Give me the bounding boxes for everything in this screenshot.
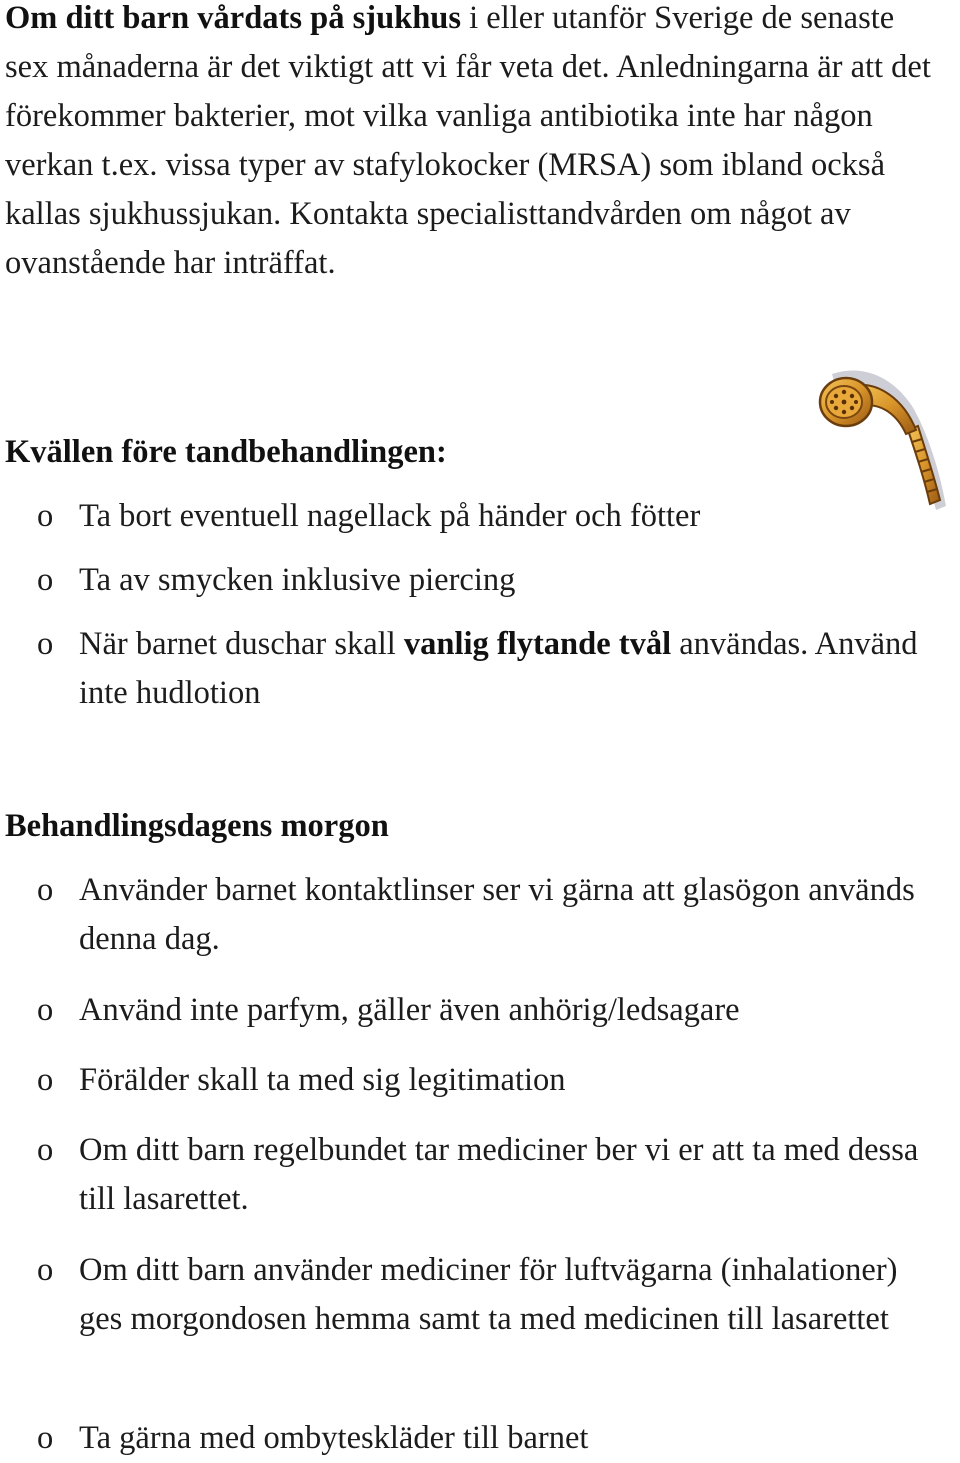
list-item-text: Använd inte parfym, gäller även anhörig/ledsagare (79, 992, 740, 1028)
intro-paragraph (5, 0, 945, 288)
bullet: o (37, 1062, 54, 1098)
list-item-text: Om ditt barn regelbundet tar mediciner ber vi er att ta med dessa till lasarettet. (79, 1132, 919, 1217)
list-item-text-end: användas. Använd inte hudlotion (79, 626, 918, 711)
list-item-text: Ta av smycken inklusive piercing (79, 562, 516, 598)
list-item (37, 1246, 947, 1344)
bullet: o (37, 1252, 54, 1288)
bullet: o (37, 498, 54, 534)
intro-bold: Om ditt barn vårdats på sjukhus (5, 0, 462, 36)
list-item (37, 866, 947, 964)
list-item (37, 492, 947, 541)
bullet: o (37, 562, 54, 598)
list-item (37, 1056, 947, 1105)
list-item-text: Använder barnet kontaktlinser ser vi gärna att glasögon används denna dag. (79, 872, 915, 957)
evening-heading: Kvällen före tandbehandlingen: (5, 434, 447, 470)
list-item (37, 1126, 947, 1224)
list-item-text: Ta gärna med ombyteskläder till barnet (79, 1420, 589, 1456)
bullet: o (37, 1420, 54, 1456)
morning-heading: Behandlingsdagens morgon (5, 808, 389, 844)
list-item (37, 620, 947, 718)
list-item (37, 1414, 947, 1463)
list-item-bold: vanlig flytande tvål (403, 626, 672, 662)
list-item (37, 986, 947, 1035)
list-item-text: Förälder skall ta med sig legitimation (79, 1062, 566, 1098)
intro-text: i eller utanför Sverige de senaste sex månaderna är det viktigt att vi får veta det. Anledningarna är att det förekommer bakterier, mot vilka vanliga antibiotika inte har någon verkan t.ex. vissa typer av stafylokocker (MRSA) som ibland också kallas sjukhussjukan. Kontakta specialisttandvården om något av ovanstående har inträffat. (5, 0, 931, 281)
list-item-text: Ta bort eventuell nagellack på händer och fötter (79, 498, 701, 534)
list-item-text: Om ditt barn använder mediciner för luftvägarna (inhalationer) ges morgondosen hemma samt ta med medicinen till lasarettet (79, 1252, 898, 1337)
list-item-text-start: När barnet duschar skall (79, 626, 404, 662)
bullet: o (37, 872, 54, 908)
list-item (37, 556, 947, 605)
bullet: o (37, 626, 54, 662)
bullet: o (37, 992, 54, 1028)
bullet: o (37, 1132, 54, 1168)
list-item-text (79, 620, 947, 718)
